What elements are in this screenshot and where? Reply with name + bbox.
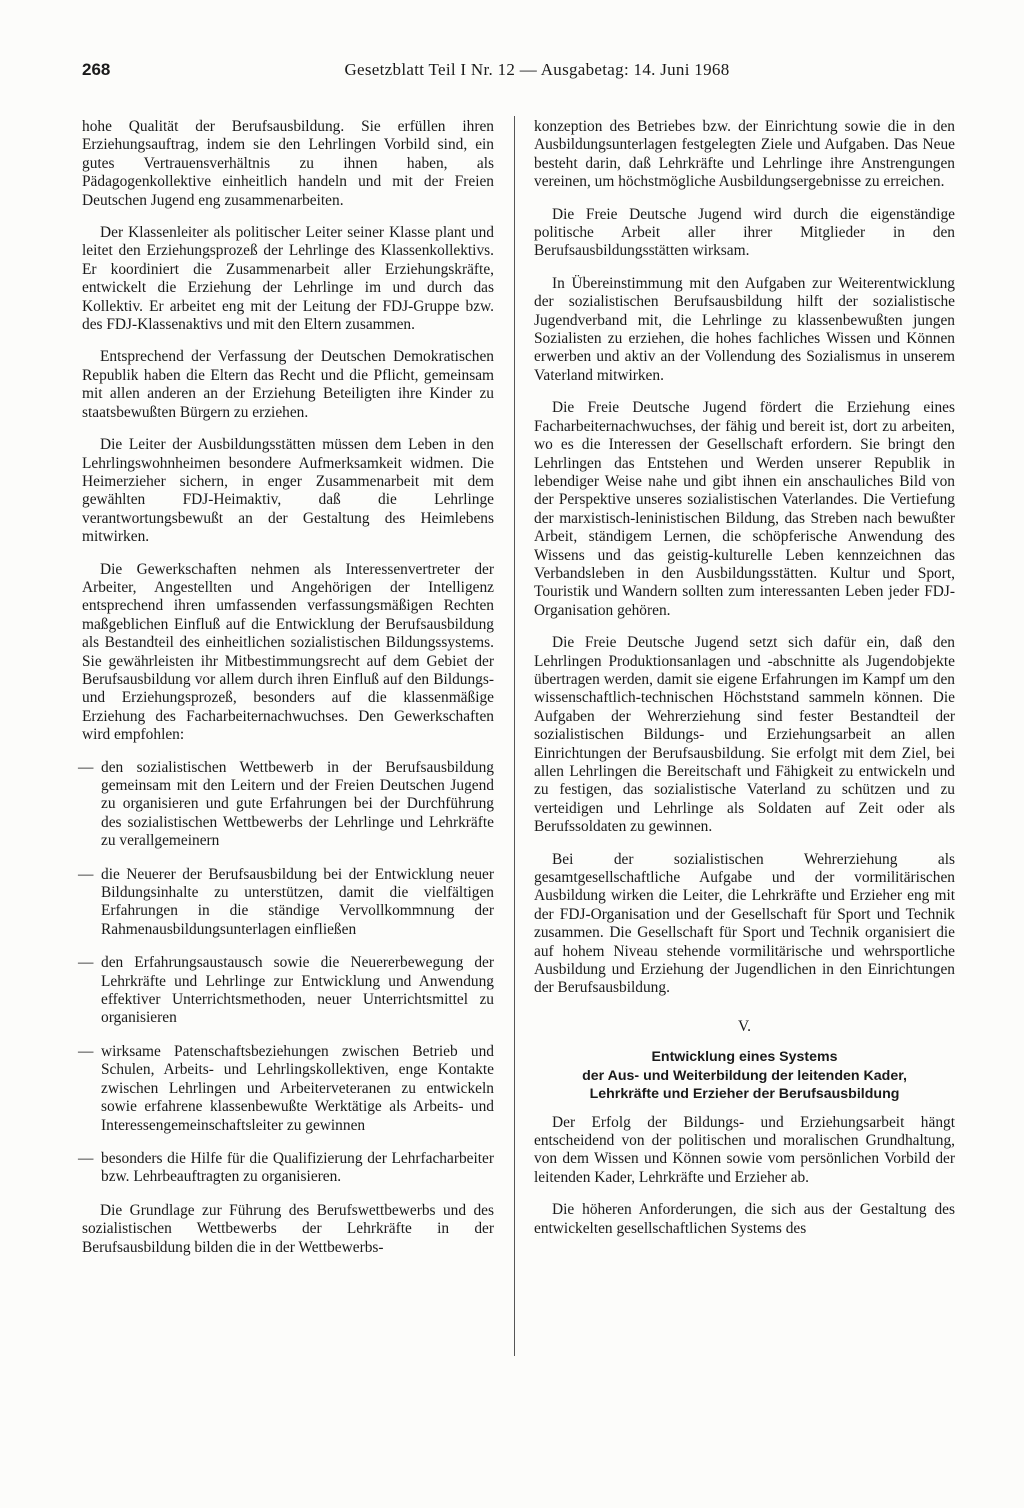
list-item (78, 758, 494, 851)
section-number: V. (738, 1017, 751, 1035)
section-heading-line: der Aus- und Weiterbildung der leitenden Kader, (582, 1067, 907, 1084)
section-heading (534, 1048, 955, 1103)
dash-bullet: — (78, 1149, 94, 1167)
paragraph: Die Grundlage zur Führung des Berufswettbewerbs und des sozialistischen Wettbewerbs der Lehrkräfte in der Berufsausbildung bilden die in der Wettbewerbs- (82, 1201, 494, 1256)
dash-bullet: — (78, 1042, 94, 1060)
dash-bullet: — (78, 954, 94, 972)
column-divider (514, 116, 515, 1356)
left-column (78, 118, 494, 1271)
paragraph: hohe Qualität der Berufsausbildung. Sie erfüllen ihren Erziehungsauftrag, indem sie den Lehrlingen Vorbild sind, ein gutes Vertrauensverhältnis zu ihnen haben, als Pädagogenkollektive einheitlich handeln und mit der Freien Deutschen Jugend eng zusammenarbeiten. (82, 118, 494, 209)
paragraph: Die höheren Anforderungen, die sich aus der Gestaltung des entwickelten gesellschaftlichen Systems des (534, 1201, 955, 1237)
paragraph: konzeption des Betriebes bzw. der Einrichtung sowie die in den Ausbildungsunterlagen festgelegten Ziele und Aufgaben. Das Neue besteht darin, daß Lehrkräfte und Lehrlinge ihre Anstrengungen vereinen, um höchstmögliche Ausbildungsergebnisse zu erreichen. (534, 118, 955, 191)
list-item (78, 1149, 494, 1187)
paragraph: Die Leiter der Ausbildungsstätten müssen dem Leben in den Lehrlingswohnheimen besondere Aufmerksamkeit widmen. Die Heimerzieher sichern, in enger Zusammenarbeit mit dem gewählten FDJ-Heimaktiv, daß die Lehrlinge verantwortungsbewußt an der Gestaltung des Heimlebens mitwirken. (82, 436, 494, 546)
list-item (78, 865, 494, 940)
dash-bullet: — (78, 865, 94, 883)
paragraph: Die Gewerkschaften nehmen als Interessenvertreter der Arbeiter, Angestellten und Angehörigen der Intelligenz entsprechend ihren umfassenden verfassungsmäßigen Rechten maßgeblichen Einfluß auf die Entwicklung der Berufsausbildung als Bestandteil des einheitlichen sozialistischen Bildungssystems. Sie gewährleisten ihr Mitbestimmungsrecht auf dem Gebiet der Berufsausbildung vor allem durch ihren Einfluß auf den Bildungs- und Erziehungsprozeß, besonders auf die klassenmäßige Erziehung des Facharbeiternachwuchses. Den Gewerkschaften wird empfohlen: (82, 560, 494, 744)
running-title: Gesetzblatt Teil I Nr. 12 — Ausgabetag: 14. Juni 1968 (344, 60, 730, 79)
paragraph: Die Freie Deutsche Jugend wird durch die eigenständige politische Arbeit aller ihrer Mitglieder in den Berufsausbildungsstätten wirksam. (534, 205, 955, 260)
list-item-text: besonders die Hilfe für die Qualifizierung der Lehrfacharbeiter bzw. Lehrbeauftragten zu organisieren. (101, 1149, 494, 1186)
list-item-text: wirksame Patenschaftsbeziehungen zwischen Betrieb und Schulen, Arbeits- und Lehrlingskollektiven, enge Kontakte zwischen Lehrlingen und Arbeiterveteranen zu entwickeln sowie erfahrene klassenbewußte Werktätige als Arbeits- und Interessengemeinschaftsleiter zu gewinnen (101, 1042, 494, 1134)
list-item-text: die Neuerer der Berufsausbildung bei der Entwicklung neuer Bildungsinhalte zu unterstützen, damit die vielfältigen Erfahrungen in die ständige Vervollkommnung der Rahmenausbildungsunterlagen einfließen (101, 865, 494, 938)
paragraph: Die Freie Deutsche Jugend fördert die Erziehung eines Facharbeiternachwuchses, der fähig und bereit ist, dort zu arbeiten, wo es die Interessen der Gesellschaft erfordern. Sie bringt den Lehrlingen das Entstehen und Werden unserer Republik in lebendiger Weise nahe und gibt ihnen ein anschauliches Bild von der Perspektive unseres sozialistischen Vaterlandes. Die Vertiefung der marxistisch-leninistischen Bildung, das Streben nach bewußter Arbeit, ständigem Lernen, die schöpferische Anwendung des Wissens und das geistig-kulturelle Leben kennzeichnen das Verbandsleben in den Ausbildungsstätten. Kultur und Sport, Touristik und Wandern sollten zum interessanten Leben jeder FDJ-Organisation gehören. (534, 399, 955, 619)
list-item-text: den Erfahrungsaustausch sowie die Neuererbewegung der Lehrkräfte und Lehrlinge zur Entwicklung und Anwendung effektiver Unterrichtsmethoden, neuer Unterrichtsmittel zu organisieren (101, 954, 494, 1027)
paragraph: In Übereinstimmung mit den Aufgaben zur Weiterentwicklung der sozialistischen Berufsausbildung hilft der sozialistische Jugendverband mit, die Lehrlinge zu klassenbewußten jungen Sozialisten zu erziehen, die hohes fachliches Wissen und Können erwerben und aktiv an der Vollendung des Sozialismus in unserem Vaterland mitwirken. (534, 274, 955, 384)
list-item (78, 1042, 494, 1135)
right-column (534, 118, 955, 1252)
list-item (78, 954, 494, 1028)
paragraph: Bei der sozialistischen Wehrerziehung als gesamtgesellschaftliche Aufgabe und der vormilitärischen Ausbildung wirken die Leiter, die Lehrkräfte und Erzieher eng mit der FDJ-Organisation und der Gesellschaft für Sport und Technik zusammen. Die Gesellschaft für Sport und Technik organisiert die auf hohem Niveau stehende vormilitärische und wehrsportliche Ausbildung und Erziehung der Jugendlichen in den Einrichtungen der Berufsausbildung. (534, 850, 955, 997)
paragraph: Entsprechend der Verfassung der Deutschen Demokratischen Republik haben die Eltern das Recht und die Pflicht, gemeinsam mit allen anderen an der Erziehung Beteiligten ihre Kinder zu staatsbewußten Bürgern zu erziehen. (82, 348, 494, 421)
paragraph: Der Klassenleiter als politischer Leiter seiner Klasse plant und leitet den Erziehungsprozeß der Lehrlinge des Klassenkollektivs. Er koordiniert die Zusammenarbeit aller Erziehungskräfte, entwickelt die Erziehung der Lehrlinge im und durch das Kollektiv. Er arbeitet eng mit der Leitung der FDJ-Gruppe bzw. des FDJ-Klassenaktivs und mit den Eltern zusammen. (82, 224, 494, 334)
page-header (82, 60, 977, 86)
page-number: 268 (82, 60, 111, 79)
paragraph: Die Freie Deutsche Jugend setzt sich dafür ein, daß den Lehrlingen Produktionsanlagen und -abschnitte als Jugendobjekte übertragen werden, damit sie eigene Erfahrungen im Kampf um den wissenschaftlich-technischen Höchststand sammeln können. Die Aufgaben der Wehrerziehung sind fester Bestandteil der sozialistischen Bildungs- und Erziehungsarbeit an allen Einrichtungen der Berufsausbildung. Sie erfolgt mit dem Ziel, bei allen Lehrlingen die Bereitschaft und Fähigkeit zu entwickeln und zu festigen, das sozialistische Vaterland zu schützen und zu verteidigen und Lehrlinge als Soldaten auf Zeit oder als Berufssoldaten zu gewinnen. (534, 634, 955, 836)
section-heading-line: Entwicklung eines Systems (651, 1049, 838, 1066)
list-item-text: den sozialistischen Wettbewerb in der Berufsausbildung gemeinsam mit den Leitern und der Freien Deutschen Jugend zu organisieren und gute Erfahrungen bei der Durchführung des sozialistischen Wettbewerbs der Lehrlinge und Lehrkräfte zu verallgemeinern (101, 758, 494, 850)
dash-bullet: — (78, 758, 94, 776)
paragraph: Der Erfolg der Bildungs- und Erziehungsarbeit hängt entscheidend von der politischen und moralischen Grundhaltung, von dem Wissen und Können sowie vom persönlichen Vorbild der leitenden Kader, Lehrkräfte und Erzieher ab. (534, 1113, 955, 1186)
section-heading-line: Lehrkräfte und Erzieher der Berufsausbildung (589, 1086, 900, 1103)
recommendation-list (78, 758, 494, 1187)
